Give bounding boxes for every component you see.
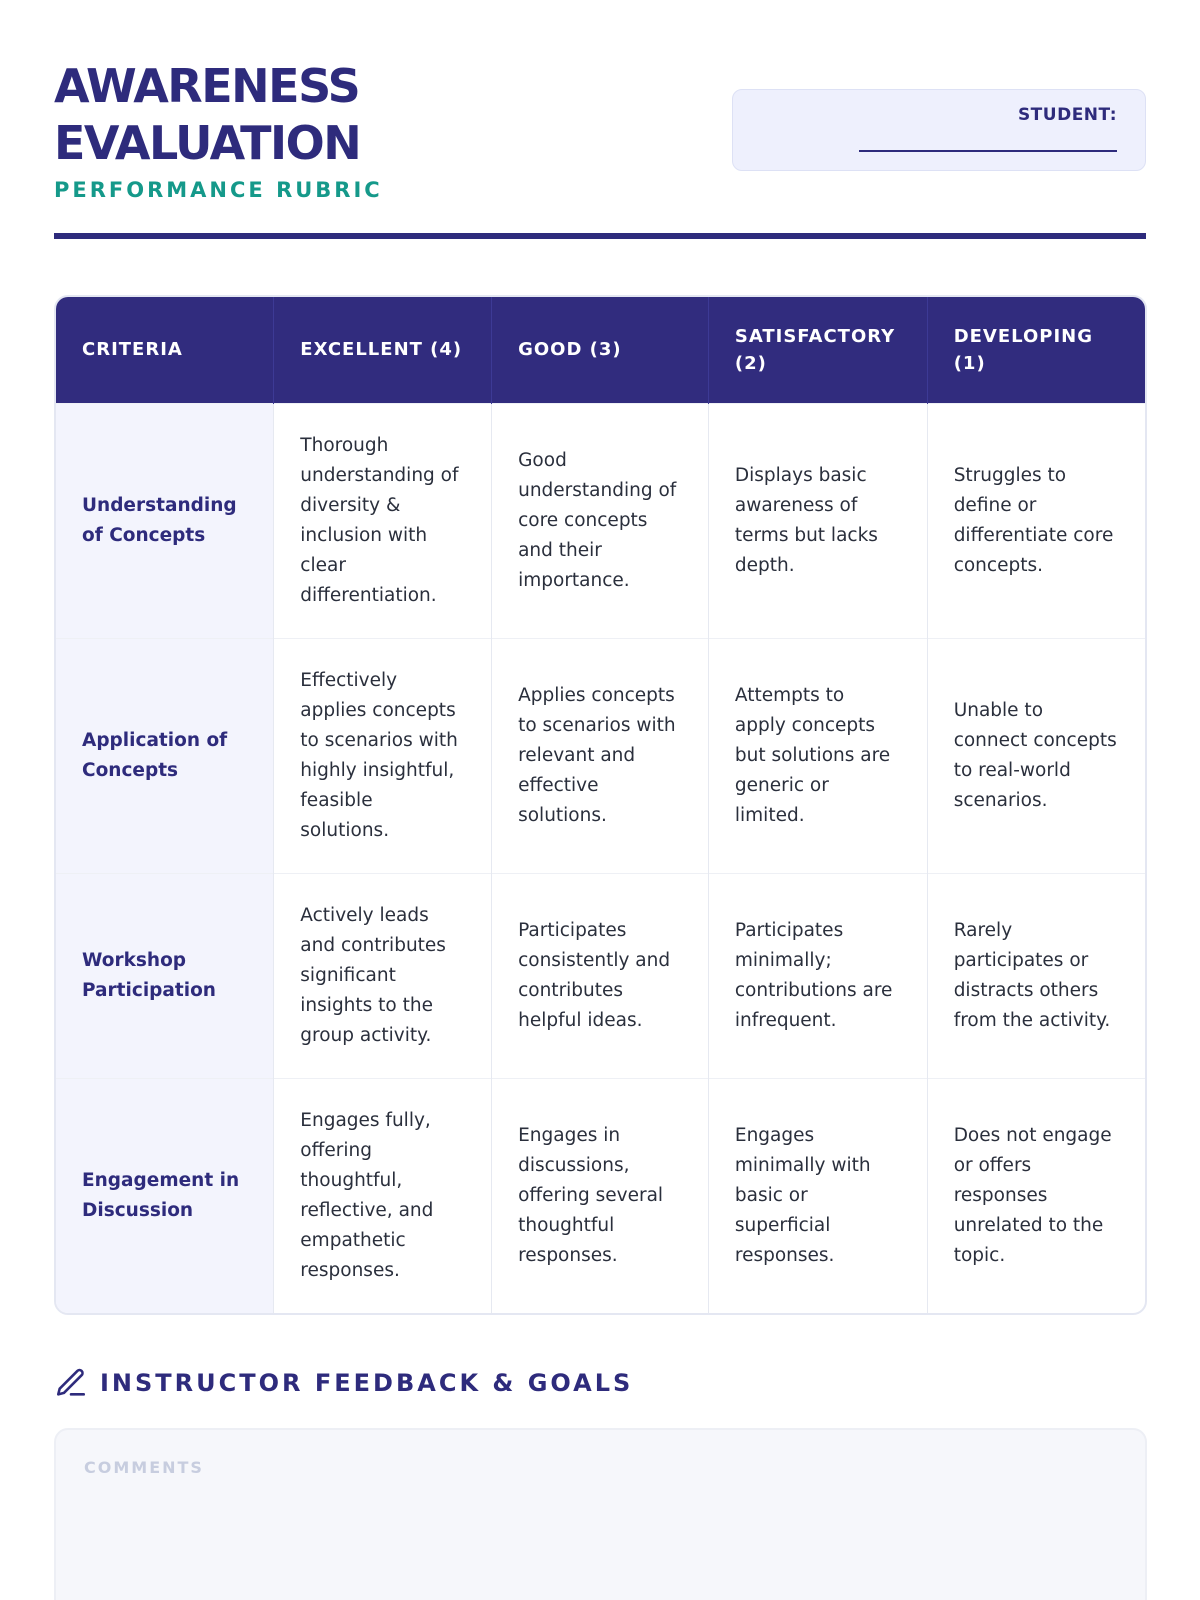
table-row — [56, 403, 1145, 638]
table-row — [56, 873, 1145, 1078]
title-line-2: EVALUATION — [54, 116, 361, 170]
rubric-cell-good: Participates consistently and contributes helpful ideas. — [492, 873, 709, 1078]
page-header — [54, 0, 1146, 238]
rubric-cell-developing: Struggles to define or differentiate core concepts. — [927, 403, 1145, 638]
comments-field[interactable] — [54, 1428, 1147, 1600]
rubric-cell-good: Good understanding of core concepts and their importance. — [492, 403, 709, 638]
rubric-header-row — [56, 297, 1145, 403]
rubric-cell-excellent: Engages fully, offering thoughtful, reflective, and empathetic responses. — [274, 1078, 492, 1313]
header-divider — [54, 233, 1146, 239]
feedback-title: INSTRUCTOR FEEDBACK & GOALS — [100, 1369, 634, 1397]
table-row — [56, 638, 1145, 873]
rubric-cell-satisfactory: Engages minimally with basic or superficial responses. — [708, 1078, 927, 1313]
rubric-cell-excellent: Thorough understanding of diversity & inclusion with clear differentiation. — [274, 403, 492, 638]
column-header-satisfactory: SATISFACTORY (2) — [708, 297, 927, 403]
rubric-table — [56, 297, 1145, 1313]
rubric-cell-developing: Unable to connect concepts to real-world scenarios. — [927, 638, 1145, 873]
column-header-developing: DEVELOPING (1) — [927, 297, 1145, 403]
rubric-cell-developing: Does not engage or offers responses unrelated to the topic. — [927, 1078, 1145, 1313]
column-header-criteria: CRITERIA — [56, 297, 274, 403]
rubric-table-card — [54, 295, 1147, 1315]
comments-label: COMMENTS — [84, 1458, 204, 1477]
rubric-cell-satisfactory: Displays basic awareness of terms but lacks depth. — [708, 403, 927, 638]
feedback-section-header — [54, 1366, 633, 1400]
rubric-cell-good: Engages in discussions, offering several thoughtful responses. — [492, 1078, 709, 1313]
column-header-good: GOOD (3) — [492, 297, 709, 403]
page-subtitle: PERFORMANCE RUBRIC — [54, 178, 383, 202]
rubric-cell-good: Applies concepts to scenarios with relevant and effective solutions. — [492, 638, 709, 873]
table-row — [56, 1078, 1145, 1313]
student-label: STUDENT: — [1017, 105, 1117, 125]
rubric-cell-satisfactory: Participates minimally; contributions are infrequent. — [708, 873, 927, 1078]
student-name-line[interactable] — [859, 150, 1117, 152]
title-line-1: AWARENESS — [54, 59, 360, 113]
rubric-cell-satisfactory: Attempts to apply concepts but solutions are generic or limited. — [708, 638, 927, 873]
criterion-label: Application of Concepts — [56, 638, 274, 873]
rubric-cell-excellent: Effectively applies concepts to scenarios with highly insightful, feasible solutions. — [274, 638, 492, 873]
rubric-cell-excellent: Actively leads and contributes significant insights to the group activity. — [274, 873, 492, 1078]
criterion-label: Understanding of Concepts — [56, 403, 274, 638]
student-name-box — [732, 89, 1146, 171]
rubric-cell-developing: Rarely participates or distracts others from the activity. — [927, 873, 1145, 1078]
column-header-excellent: EXCELLENT (4) — [274, 297, 492, 403]
pen-icon — [54, 1366, 88, 1400]
criterion-label: Workshop Participation — [56, 873, 274, 1078]
page-title — [54, 58, 360, 172]
criterion-label: Engagement in Discussion — [56, 1078, 274, 1313]
